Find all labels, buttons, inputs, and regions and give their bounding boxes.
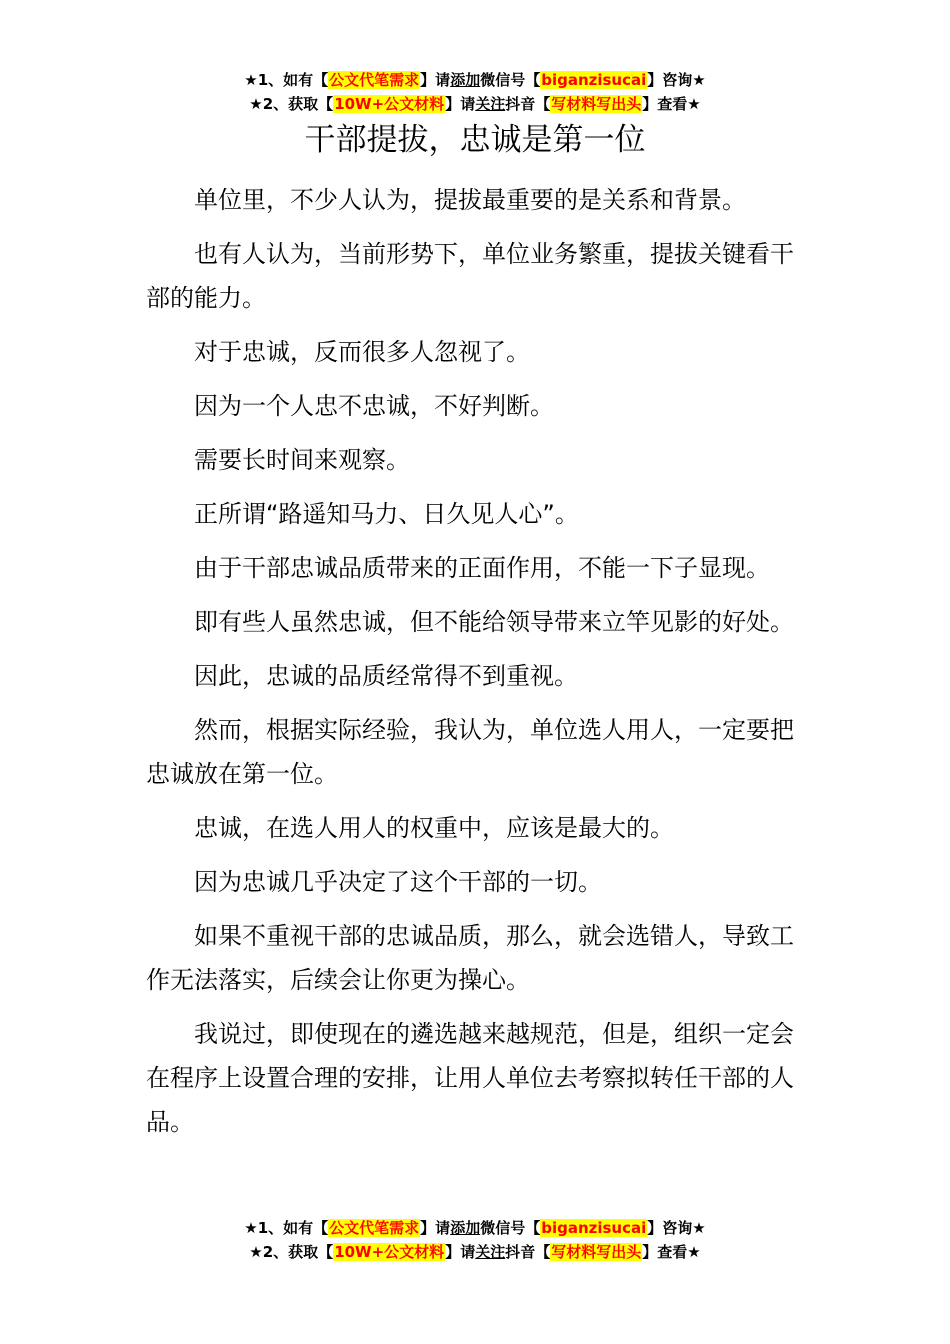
paragraph: 即有些人虽然忠诚，但不能给领导带来立竿见影的好处。 — [194, 608, 794, 636]
paragraph: 因为一个人忠不忠诚，不好判断。 — [194, 392, 554, 420]
banner-text: 】请 — [420, 71, 451, 89]
paragraph: 需要长时间来观察。 — [194, 446, 410, 474]
banner-text: ★1、如有【 — [244, 1219, 329, 1237]
banner-underlined: 添加 — [450, 1219, 481, 1237]
banner-text: 】查看★ — [642, 1243, 701, 1261]
banner-underlined: 关注 — [475, 95, 506, 113]
banner-highlight: biganzisucai — [541, 1219, 647, 1237]
banner-highlight: 公文代笔需求 — [329, 1219, 420, 1237]
banner-text: 】查看★ — [642, 95, 701, 113]
banner-line-1 — [0, 1216, 950, 1240]
paragraph: 单位里，不少人认为，提拔最重要的是关系和背景。 — [194, 186, 746, 214]
paragraph: 对于忠诚，反而很多人忽视了。 — [194, 338, 530, 366]
document-body — [146, 178, 806, 1154]
banner-text: 】咨询★ — [647, 1219, 706, 1237]
banner-highlight: 10W+公文材料 — [334, 1243, 445, 1261]
banner-underlined: 添加 — [450, 71, 481, 89]
header-banner — [0, 68, 950, 116]
banner-line-2 — [0, 1240, 950, 1264]
banner-text: ★1、如有【 — [244, 71, 329, 89]
footer-banner — [0, 1216, 950, 1264]
banner-highlight: biganzisucai — [541, 71, 647, 89]
paragraph: 我说过，即使现在的遴选越来越规范，但是，组织一定会在程序上设置合理的安排，让用人单位去考察拟转任干部的人品。 — [146, 1020, 794, 1136]
banner-highlight: 公文代笔需求 — [329, 71, 420, 89]
paragraph: 因此，忠诚的品质经常得不到重视。 — [194, 662, 578, 690]
banner-line-2 — [0, 92, 950, 116]
banner-text: 抖音【 — [505, 1243, 551, 1261]
paragraph: 正所谓“路遥知马力、日久见人心”。 — [194, 500, 579, 528]
paragraph: 然而，根据实际经验，我认为，单位选人用人，一定要把忠诚放在第一位。 — [146, 716, 794, 788]
paragraph: 忠诚，在选人用人的权重中，应该是最大的。 — [194, 814, 674, 842]
document-title: 干部提拔，忠诚是第一位 — [304, 122, 646, 158]
paragraph: 由于干部忠诚品质带来的正面作用，不能一下子显现。 — [194, 554, 770, 582]
banner-text: 】咨询★ — [647, 71, 706, 89]
banner-highlight: 写材料写出头 — [551, 95, 642, 113]
paragraph: 如果不重视干部的忠诚品质，那么，就会选错人，导致工作无法落实，后续会让你更为操心。 — [146, 922, 794, 994]
paragraph: 也有人认为，当前形势下，单位业务繁重，提拔关键看干部的能力。 — [146, 240, 794, 312]
banner-text: ★2、获取【 — [249, 95, 334, 113]
banner-text: 】请 — [420, 1219, 451, 1237]
banner-highlight: 10W+公文材料 — [334, 95, 445, 113]
banner-underlined: 关注 — [475, 1243, 506, 1261]
banner-text: 】请 — [445, 95, 476, 113]
banner-line-1 — [0, 68, 950, 92]
banner-text: 微信号【 — [480, 71, 541, 89]
banner-text: 】请 — [445, 1243, 476, 1261]
banner-text: 抖音【 — [505, 95, 551, 113]
banner-text: 微信号【 — [480, 1219, 541, 1237]
banner-text: ★2、获取【 — [249, 1243, 334, 1261]
paragraph: 因为忠诚几乎决定了这个干部的一切。 — [194, 868, 602, 896]
banner-highlight: 写材料写出头 — [551, 1243, 642, 1261]
